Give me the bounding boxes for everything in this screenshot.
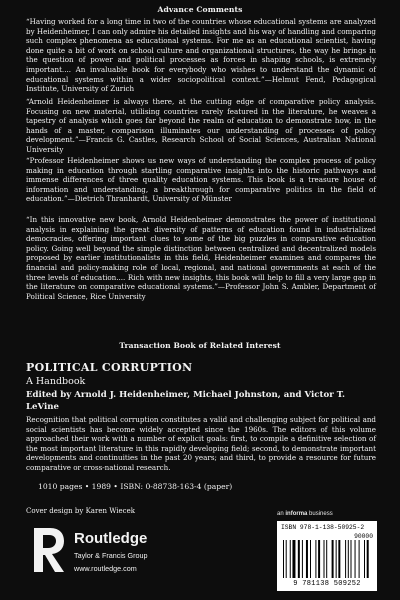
comment-thranhardt: “Professor Heidenheimer shows us new ways of understanding the complex process of policy making in education through startling comparative insights into the historic pathways and immense differences of three quality education systems. This book is a treasure house of information and understanding, a breakthrough for comparative politics in the field of education.”—Dietrich Thranhardt, University of Münster	[26, 156, 376, 204]
publisher-name: Routledge	[74, 530, 148, 547]
informa-business-label: an informa business	[277, 511, 333, 517]
barcode-digits: 9 781138 509252	[293, 580, 361, 588]
comment-castles: “Arnold Heidenheimer is always there, at the cutting edge of comparative policy analysis. Focusing on new material, utilising countries rarely featured in the literature, he weaves a tapestry of analysis which goes far beyond the realm of education to demonstrate how, in the hands of a master, comparison illuminates our understanding of processes of policy development.”—Francis G. Castles, Research School of Social Sciences, Australian National University	[26, 97, 376, 154]
comment-ambler: “In this innovative new book, Arnold Heidenheimer demonstrates the power of institutional analysis in explaining the great diversity of patterns of education found in industrialized democracies, offering important clues to some of the big puzzles in comparative education policy. Going well beyond the simple distinction between centralized and decentralized models proposed by earlier institutionalists in this field, Heidenheimer examines and compares the financial and policy-making role of local, regional, and national governments at each of the three levels of education.... Rich with new insights, this book will help to fill a very large gap in the literature on comparative educational systems.”—Professor John S. Ambler, Department of Political Science, Rice University	[26, 215, 376, 301]
comment-fend: “Having worked for a long time in two of the countries whose educational systems are analyzed by Heidenheimer, I can only admire his detailed insights and his way of handling and comparing such complex phenomena as educational systems. For me as an educational scientist, having done quite a bit of work on school culture and organizational structures, the way he brings in the question of power and political processes as forces in shaping schools, is extremely important.... An invaluable book for everybody who wishes to understand the dynamic of educational systems within a wider sociopolitical context.”—Helmut Fend, Pedagogical Institute, University of Zurich	[26, 17, 376, 94]
barcode-panel	[277, 521, 377, 591]
related-interest-heading: Transaction Book of Related Interest	[119, 341, 281, 350]
barcode-icon	[281, 540, 373, 580]
cover-design-credit: Cover design by Karen Wiecek	[26, 507, 135, 515]
advance-comments-heading: Advance Comments	[157, 5, 243, 14]
routledge-logo-icon	[28, 526, 68, 574]
price-code: 90000	[354, 533, 373, 540]
related-book-subtitle: A Handbook	[26, 376, 86, 387]
publisher-group: Taylor & Francis Group	[74, 551, 148, 560]
publisher-url: www.routledge.com	[74, 564, 137, 573]
related-book-details: 1010 pages • 1989 • ISBN: 0-88738-163-4 (paper)	[38, 482, 233, 491]
related-book-description: Recognition that political corruption constitutes a valid and challenging subject for political and social scientists has become widely accepted since the 1960s. The editors of this volume approached their work with a number of explicit goals: first, to compile a definitive selection of the most important literature in this rapidly developing field; second, to demonstrate important developments and continuities in the past 20 years; and third, to provide a resource for future comparative or cross-national research.	[26, 415, 376, 472]
related-book-editors: Edited by Arnold J. Heidenheimer, Michael Johnston, and Victor T. LeVine	[26, 390, 346, 412]
related-book-title: POLITICAL CORRUPTION	[26, 361, 193, 374]
isbn-text: ISBN 978-1-138-50925-2	[281, 524, 365, 531]
